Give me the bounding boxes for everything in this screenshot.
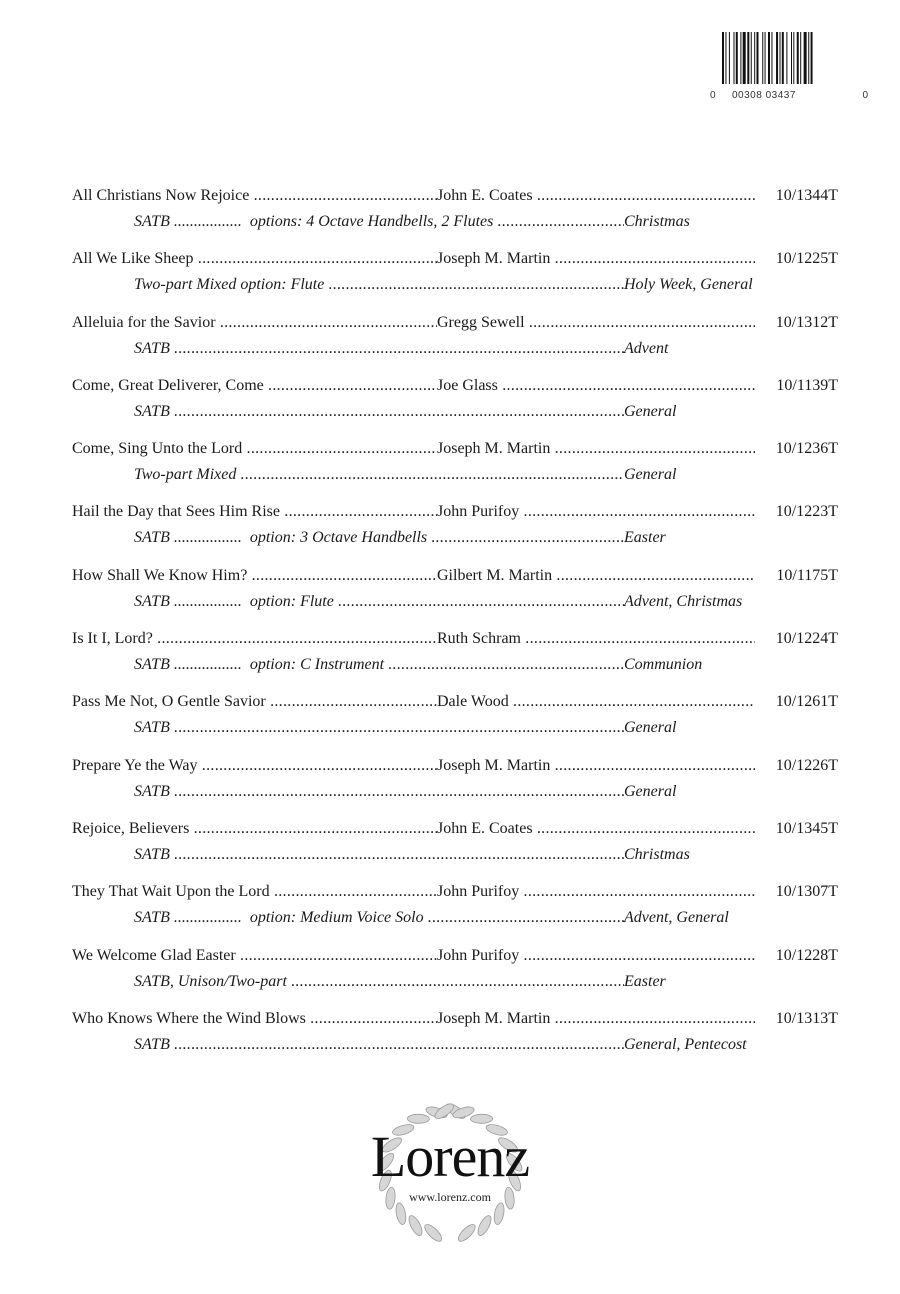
catalog-entry — [72, 499, 838, 562]
entry-detail-line — [72, 779, 838, 805]
barcode-bar — [757, 32, 759, 84]
entry-voicing: SATB ................. option: 3 Octave Handbells ..... — [134, 525, 624, 551]
barcode-bar — [771, 32, 772, 84]
entry-occasion: Christmas — [624, 209, 690, 235]
entry-product-code: 10/1345T — [774, 816, 838, 842]
entry-detail-line — [72, 209, 838, 235]
barcode-digits — [708, 90, 868, 106]
entry-product-code: 10/1139T — [774, 373, 838, 399]
logo-url: www.lorenz.com — [409, 1190, 491, 1204]
entry-main-line — [72, 499, 838, 525]
catalog-entry — [72, 436, 838, 499]
barcode-bar — [768, 32, 770, 84]
barcode-digit-main: 00308 03437 — [732, 90, 796, 101]
entry-detail-line — [72, 272, 838, 298]
catalog-entry — [72, 373, 838, 436]
entry-occasion: Advent, General — [624, 905, 729, 931]
entry-detail-line — [72, 525, 838, 551]
entry-detail-line — [72, 399, 838, 425]
barcode-bar — [736, 32, 738, 84]
catalog-entry — [72, 1006, 838, 1069]
entry-title: How Shall We Know Him? ..... — [72, 563, 437, 589]
barcode-bar — [791, 32, 792, 84]
catalog-entry — [72, 689, 838, 752]
barcode-bar — [754, 32, 755, 84]
entry-product-code: 10/1175T — [774, 563, 838, 589]
entry-composer: Joseph M. Martin ..... — [437, 753, 755, 779]
barcode-bar — [811, 32, 813, 84]
entry-composer: John E. Coates ..... — [437, 183, 755, 209]
barcode-bars — [708, 28, 868, 88]
barcode-bar — [722, 32, 724, 84]
entry-occasion: Holy Week, General — [624, 272, 753, 298]
barcode-bar — [786, 32, 787, 84]
barcode-bar — [729, 32, 730, 84]
entry-main-line — [72, 626, 838, 652]
entry-main-line — [72, 1006, 838, 1032]
catalog-entry — [72, 943, 838, 1006]
entry-detail-line — [72, 1032, 838, 1058]
entry-options: ................. option: 3 Octave Handbells — [169, 529, 428, 547]
catalog-entry — [72, 879, 838, 942]
barcode-bar — [740, 32, 741, 84]
entry-product-code: 10/1261T — [774, 689, 838, 715]
entry-detail-line — [72, 969, 838, 995]
entry-main-line — [72, 183, 838, 209]
barcode-bar — [804, 32, 807, 84]
entry-main-line — [72, 879, 838, 905]
entry-composer: Joseph M. Martin ..... — [437, 246, 755, 272]
entry-title: Prepare Ye the Way ..... — [72, 753, 437, 779]
entry-product-code: 10/1223T — [774, 499, 838, 525]
entry-title: They That Wait Upon the Lord ..... — [72, 879, 437, 905]
catalog-entry — [72, 246, 838, 309]
entry-main-line — [72, 943, 838, 969]
entry-detail-line — [72, 715, 838, 741]
entry-detail-line — [72, 652, 838, 678]
catalog-entry — [72, 563, 838, 626]
entry-voicing: SATB ................. option: C Instrument ..... — [134, 652, 624, 678]
wreath-leaf — [475, 1214, 493, 1238]
entry-main-line — [72, 563, 838, 589]
catalog-entry — [72, 753, 838, 816]
entry-product-code: 10/1228T — [774, 943, 838, 969]
logo-wordmark: Lorenz — [370, 1124, 530, 1189]
barcode-bar — [747, 32, 749, 84]
entry-voicing: SATB ................. option: Medium Voice Solo ..... — [134, 905, 624, 931]
entry-main-line — [72, 689, 838, 715]
wreath-leaf — [493, 1202, 506, 1225]
entry-voicing: SATB ..... — [134, 842, 624, 868]
entry-product-code: 10/1307T — [774, 879, 838, 905]
entry-detail-line — [72, 589, 838, 615]
entry-title: Rejoice, Believers ..... — [72, 816, 437, 842]
entry-options: ................. option: C Instrument — [169, 656, 385, 674]
entry-occasion: Advent — [624, 336, 668, 362]
entry-occasion: General — [624, 715, 676, 741]
entry-composer: Gregg Sewell ..... — [437, 310, 755, 336]
entry-product-code: 10/1313T — [774, 1006, 838, 1032]
entry-title: Alleluia for the Savior ..... — [72, 310, 437, 336]
entry-main-line — [72, 373, 838, 399]
entry-title: We Welcome Glad Easter ..... — [72, 943, 437, 969]
wreath-leaf — [422, 1222, 444, 1244]
entry-occasion: Easter — [624, 969, 666, 995]
entry-title: Hail the Day that Sees Him Rise ..... — [72, 499, 437, 525]
entry-title: Pass Me Not, O Gentle Savior ..... — [72, 689, 437, 715]
entry-title: Is It I, Lord? ..... — [72, 626, 437, 652]
entry-detail-line — [72, 905, 838, 931]
entry-voicing: SATB ................. option: Flute ..... — [134, 589, 624, 615]
publisher-logo — [350, 1095, 550, 1245]
entry-composer: John Purifoy ..... — [437, 879, 755, 905]
catalog-entry — [72, 183, 838, 246]
entry-options: ................. option: Medium Voice Solo — [169, 909, 424, 927]
entry-product-code: 10/1226T — [774, 753, 838, 779]
entry-product-code: 10/1224T — [774, 626, 838, 652]
entry-detail-line — [72, 462, 838, 488]
entry-product-code: 10/1344T — [774, 183, 838, 209]
entry-composer: John E. Coates ..... — [437, 816, 755, 842]
entry-occasion: Communion — [624, 652, 702, 678]
wreath-leaf — [394, 1202, 407, 1225]
entry-main-line — [72, 753, 838, 779]
entry-product-code: 10/1312T — [774, 310, 838, 336]
entry-title: All We Like Sheep ..... — [72, 246, 437, 272]
catalog-entry — [72, 310, 838, 373]
barcode — [708, 28, 868, 106]
barcode-bar — [765, 32, 766, 84]
entry-composer: Ruth Schram ..... — [437, 626, 755, 652]
entry-voicing: SATB ..... — [134, 399, 624, 425]
entry-options: ................. options: 4 Octave Handbells, 2 Flutes — [169, 213, 494, 230]
entry-composer: Dale Wood ..... — [437, 689, 755, 715]
catalog-entry — [72, 816, 838, 879]
catalog-listing — [72, 183, 838, 1069]
entry-main-line — [72, 436, 838, 462]
entry-occasion: General — [624, 399, 676, 425]
barcode-bar — [797, 32, 799, 84]
entry-title: All Christians Now Rejoice ..... — [72, 183, 437, 209]
entry-detail-line — [72, 336, 838, 362]
entry-main-line — [72, 816, 838, 842]
entry-voicing: SATB ..... — [134, 779, 624, 805]
barcode-bar — [743, 32, 746, 84]
entry-occasion: General — [624, 779, 676, 805]
barcode-digit-right: 0 — [862, 90, 868, 101]
entry-options: ................. option: Flute — [169, 592, 334, 610]
entry-main-line — [72, 310, 838, 336]
entry-title: Come, Great Deliverer, Come ..... — [72, 373, 437, 399]
entry-composer: John Purifoy ..... — [437, 499, 755, 525]
entry-voicing: SATB ..... — [134, 1032, 624, 1058]
entry-voicing: SATB ..... — [134, 336, 624, 362]
entry-voicing: SATB ..... — [134, 715, 624, 741]
entry-occasion: Advent, Christmas — [624, 589, 742, 615]
entry-composer: John Purifoy ..... — [437, 943, 755, 969]
entry-occasion: General — [624, 462, 676, 488]
entry-occasion: Easter — [624, 525, 666, 551]
wreath-leaf — [456, 1222, 478, 1244]
barcode-bar — [780, 32, 781, 84]
entry-composer: Joe Glass ..... — [437, 373, 755, 399]
barcode-bar — [800, 32, 801, 84]
entry-composer: Joseph M. Martin ..... — [437, 436, 755, 462]
entry-title: Who Knows Where the Wind Blows ..... — [72, 1006, 437, 1032]
entry-composer: Joseph M. Martin ..... — [437, 1006, 755, 1032]
barcode-digit-left: 0 — [710, 90, 716, 101]
entry-main-line — [72, 246, 838, 272]
barcode-bar — [793, 32, 794, 84]
barcode-bar — [776, 32, 778, 84]
barcode-bar — [725, 32, 726, 84]
wreath-leaf — [406, 1214, 424, 1238]
barcode-bar — [762, 32, 763, 84]
entry-occasion: General, Pentecost — [624, 1032, 747, 1058]
entry-title: Come, Sing Unto the Lord ..... — [72, 436, 437, 462]
entry-occasion: Christmas — [624, 842, 690, 868]
entry-product-code: 10/1225T — [774, 246, 838, 272]
entry-voicing: Two-part Mixed ..... — [134, 462, 624, 488]
catalog-entry — [72, 626, 838, 689]
barcode-bar — [751, 32, 752, 84]
barcode-bar — [734, 32, 735, 84]
barcode-bar — [782, 32, 784, 84]
entry-voicing: SATB, Unison/Two-part ..... — [134, 969, 624, 995]
entry-voicing: SATB ................. options: 4 Octave Handbells, 2 Flutes ..... — [134, 209, 624, 235]
barcode-bar — [808, 32, 809, 84]
entry-voicing: Two-part Mixed option: Flute ..... — [134, 272, 624, 298]
entry-composer: Gilbert M. Martin ..... — [437, 563, 755, 589]
entry-product-code: 10/1236T — [774, 436, 838, 462]
entry-detail-line — [72, 842, 838, 868]
